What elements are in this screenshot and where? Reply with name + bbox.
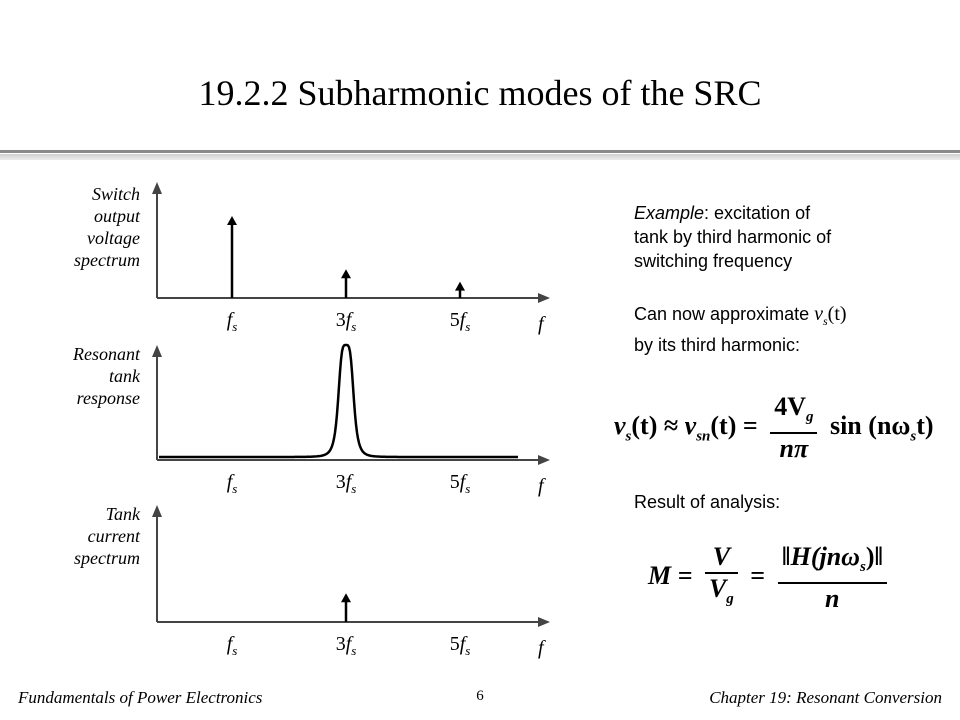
tick-label-1-1: $3f_s$ xyxy=(335,471,357,496)
panel-label-0-3: spectrum xyxy=(74,250,140,270)
panel-label-0-2: voltage xyxy=(87,228,140,248)
spike-arrow-0-1 xyxy=(227,216,237,225)
panel-label-1-0: Resonant xyxy=(73,344,140,364)
spike-arrow-2-3 xyxy=(341,593,351,602)
tick-label-2-1: $3f_s$ xyxy=(335,633,357,658)
tick-label-1-0: $f_s$ xyxy=(226,471,238,496)
example-rest: : excitation of xyxy=(704,203,811,223)
vs-symbol: $v_s$ xyxy=(814,303,828,328)
approx-text xyxy=(634,302,847,357)
panel-label-0-0: Switch xyxy=(92,184,140,204)
panel-label-1-1: tank xyxy=(109,366,140,386)
equation-third-harmonic: $v_s(t) \approx v_{sn}(t)$ = $\frac{4V_g}{n\pi}$ $\sin (n\omega_st)$ xyxy=(614,392,934,464)
tick-label-0-2: $5f_s$ xyxy=(449,309,471,334)
slide-title: 19.2.2 Subharmonic modes of the SRC xyxy=(198,73,762,113)
axis-symbol-0: f xyxy=(538,313,544,335)
vs-arg: (t) xyxy=(827,303,847,325)
panel-label-2-1: current xyxy=(87,526,140,546)
approx-line-2: by its third harmonic: xyxy=(634,335,801,355)
x-axis-arrow-1 xyxy=(538,455,550,465)
footer-chapter: Chapter 19: Resonant Conversion xyxy=(709,688,942,707)
example-text xyxy=(634,201,831,273)
example-line-2: tank by third harmonic of xyxy=(634,227,832,247)
tick-label-0-0: $f_s$ xyxy=(226,309,238,334)
resonant-peak-curve xyxy=(159,345,518,457)
x-axis-arrow-2 xyxy=(538,617,550,627)
equation-conversion-ratio: M = $\frac{V}{V_g}$ = $\frac{‖H(jn\omega_s)‖}{n}$ xyxy=(648,542,893,614)
spike-arrow-0-3 xyxy=(341,269,351,278)
spike-arrow-0-5 xyxy=(455,282,465,291)
y-axis-arrow-0 xyxy=(152,182,162,194)
panel-label-2-0: Tank xyxy=(105,504,140,524)
panel-label-1-2: response xyxy=(76,388,140,408)
approx-line-1: Can now approximate xyxy=(634,304,815,324)
panel-label-0-1: output xyxy=(93,206,140,226)
axis-symbol-1: f xyxy=(538,475,544,497)
x-axis-arrow-0 xyxy=(538,293,550,303)
y-axis-arrow-1 xyxy=(152,345,162,357)
page-number: 6 xyxy=(476,688,484,704)
tick-label-0-1: $3f_s$ xyxy=(335,309,357,334)
tick-label-2-0: $f_s$ xyxy=(226,633,238,658)
tick-label-2-2: $5f_s$ xyxy=(449,633,471,658)
y-axis-arrow-2 xyxy=(152,505,162,517)
footer-book-title: Fundamentals of Power Electronics xyxy=(18,688,263,707)
result-label: Result of analysis: xyxy=(634,492,781,512)
panel-label-2-2: spectrum xyxy=(74,548,140,568)
tick-label-1-2: $5f_s$ xyxy=(449,471,471,496)
example-word: Example xyxy=(634,203,705,223)
example-line-3: switching frequency xyxy=(634,251,793,271)
axis-symbol-2: f xyxy=(538,637,544,659)
